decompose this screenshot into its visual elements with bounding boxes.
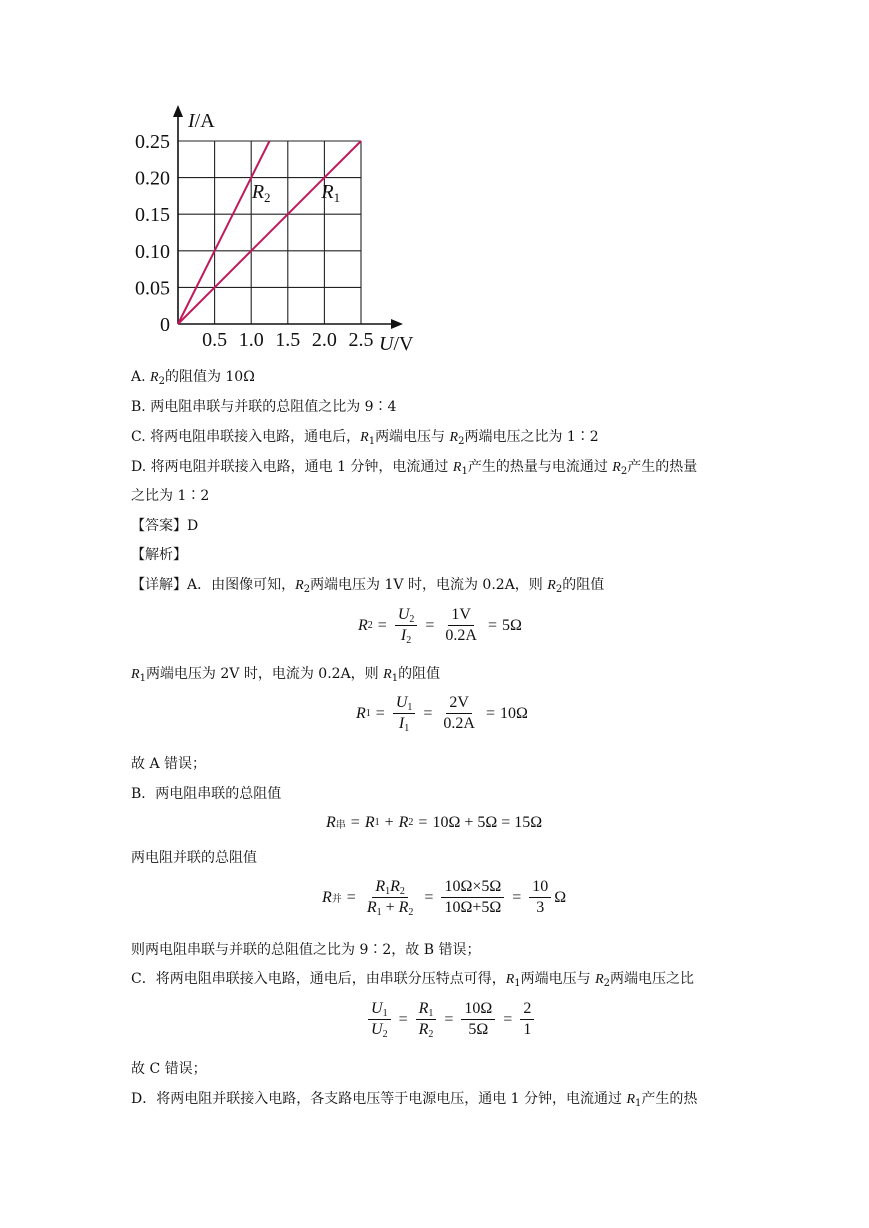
sub: 2 <box>303 584 311 595</box>
y-tick-label: 0.10 <box>135 240 170 263</box>
sub: 1 <box>514 978 521 989</box>
fraction <box>520 1000 534 1039</box>
sub: 2 <box>620 466 628 477</box>
series-line-r1 <box>178 141 361 324</box>
sub: 并 <box>331 894 342 905</box>
sub: 1 <box>368 436 376 447</box>
detail-a2-mid: 两端电压为 2V 时，电流为 0.2A，则 <box>145 666 384 682</box>
fraction <box>440 694 478 733</box>
option-d-rest: 产生的热量 <box>627 459 698 475</box>
sub: 2 <box>603 978 611 989</box>
var: R <box>398 899 409 916</box>
sub: 2 <box>406 635 412 646</box>
var: R <box>375 878 386 895</box>
option-c-rest: 两端电压之比为 1∶2 <box>464 429 599 445</box>
var: R <box>383 667 392 682</box>
equation-r1: R 1 = $\frac{U_1}{I_1}$ = $\frac{2V}{0.2A}$ = 10Ω <box>356 694 528 734</box>
var: R <box>356 704 366 722</box>
fraction <box>368 1000 391 1039</box>
var: U <box>371 1021 383 1038</box>
x-tick-label: 2.0 <box>311 329 337 351</box>
sub: 1 <box>391 673 399 684</box>
detail-a2-line <box>131 664 440 685</box>
var: R <box>418 1021 429 1038</box>
numerator: 10 <box>529 878 551 898</box>
var: R <box>150 370 159 385</box>
equals: = <box>512 888 522 906</box>
var: R <box>452 460 462 475</box>
equals: = <box>485 704 495 722</box>
detail-c-conclusion: 故 C 错误； <box>131 1061 207 1077</box>
detail-a-rest: 的阻值 <box>562 577 605 593</box>
x-tick-label: 1.0 <box>238 329 264 351</box>
equals: = <box>377 616 387 634</box>
origin-label: 0 <box>160 314 170 336</box>
var: R <box>626 1092 636 1107</box>
equals: = <box>487 616 497 634</box>
option-c <box>131 427 599 448</box>
detail-a2-rest: 的阻值 <box>398 666 441 682</box>
sub: 1 <box>635 1098 642 1109</box>
equals: = <box>350 814 360 831</box>
fraction <box>395 606 418 645</box>
sub: 2 <box>158 376 165 387</box>
equals: = <box>346 888 356 906</box>
sub: 1 <box>407 702 413 713</box>
option-c-mid: 两端电压与 <box>375 429 450 445</box>
y-tick-label: 0.15 <box>135 204 170 227</box>
sub: 2 <box>428 1029 434 1040</box>
var: R <box>449 430 459 445</box>
detail-a-conclusion: 故 A 错误； <box>131 756 207 772</box>
result: 10Ω <box>500 704 528 722</box>
fraction: $\frac{R_1R_2}{R_1 + R_2}$ <box>366 878 414 918</box>
fraction <box>416 1000 437 1039</box>
fraction <box>442 606 480 645</box>
equals: = <box>444 1010 454 1028</box>
var: R <box>612 460 621 475</box>
detail-a-mid: 两端电压为 1V 时，电流为 0.2A，则 <box>310 577 548 593</box>
series-label: $R_1$ <box>321 181 341 206</box>
detail-b2-line: 两电阻并联的总阻值 <box>131 850 257 866</box>
sub: 1 <box>385 886 391 897</box>
denominator: 3 <box>536 899 545 916</box>
i-u-chart <box>128 100 428 365</box>
var: R <box>595 972 604 987</box>
option-d-prefix: D. 将两电阻并联接入电路，通电 1 分钟，电流通过 <box>131 459 453 475</box>
answer: 【答案】D <box>131 518 199 534</box>
i-u-graph <box>128 100 428 365</box>
fraction <box>441 878 504 917</box>
equation-voltage-ratio <box>365 1000 537 1039</box>
equation-series: R 串 = R 1 + R 2 = 10Ω + 5Ω = 15Ω <box>326 814 543 831</box>
var: R <box>505 972 515 987</box>
analysis-heading: 【解析】 <box>131 547 187 563</box>
denominator: 10Ω+5Ω <box>444 899 502 916</box>
detail-c-prefix: C．将两电阻串联接入电路，通电后，由串联分压特点可得， <box>131 971 506 987</box>
var: R <box>358 616 368 634</box>
option-d-mid: 产生的热量与电流通过 <box>467 459 613 475</box>
option-d-continued: 之比为 1∶2 <box>131 488 210 504</box>
numerator: 10Ω <box>461 1000 495 1020</box>
option-a <box>131 367 255 388</box>
detail-d-line <box>131 1089 697 1110</box>
equals: = <box>418 814 428 831</box>
y-tick-label: 0.20 <box>135 167 170 190</box>
sub: 1 <box>461 466 468 477</box>
sub: 2 <box>408 907 414 918</box>
y-axis-arrow <box>173 105 183 117</box>
var: U <box>397 606 410 623</box>
var: R <box>398 814 409 831</box>
equals: = <box>424 888 434 906</box>
detail-a-prefix: 【详解】A．由图像可知， <box>131 577 296 593</box>
numerator: 10Ω×5Ω <box>441 878 504 898</box>
detail-b-line: B．两电阻串联的总阻值 <box>131 786 282 802</box>
var: R <box>326 814 336 831</box>
x-axis-arrow <box>391 319 403 329</box>
var: R <box>366 899 377 916</box>
y-tick-label: 0.05 <box>135 277 170 300</box>
var: U <box>371 1000 383 1017</box>
equals: = <box>425 616 435 634</box>
sub: 2 <box>399 886 405 897</box>
x-tick-label: 2.5 <box>348 329 374 351</box>
option-b: B. 两电阻串联与并联的总阻值之比为 9∶4 <box>131 399 397 415</box>
equation-r2: R 2 = $\frac{U_2}{I_2}$ = $\frac{1V}{0.2A}$ = 5Ω <box>358 606 522 646</box>
denominator: 1 <box>523 1021 532 1038</box>
fraction <box>461 1000 495 1039</box>
numerator: 2V <box>446 694 472 714</box>
x-tick-label: 1.5 <box>275 329 301 351</box>
equals: = <box>375 704 385 722</box>
y-tick-label: 0.25 <box>135 131 170 153</box>
var: R <box>547 578 556 593</box>
option-d <box>131 457 697 478</box>
series-label: $R_2$ <box>251 181 271 206</box>
unit: Ω <box>554 888 567 906</box>
x-tick-label: 0.5 <box>202 329 228 351</box>
detail-c-line <box>131 969 694 990</box>
x-axis-label: U/V <box>379 333 414 355</box>
fraction <box>529 878 551 917</box>
sub: 2 <box>458 436 465 447</box>
detail-d-prefix: D．将两电阻并联接入电路，各支路电压等于电源电压，通电 1 分钟，电流通过 <box>131 1091 627 1107</box>
var: I <box>398 715 405 732</box>
sub: 1 <box>382 1008 388 1019</box>
sub: 1 <box>404 723 410 734</box>
y-axis-label: I/A <box>188 110 215 132</box>
equals: = <box>398 1010 408 1028</box>
equation-parallel <box>322 878 566 917</box>
detail-c-rest: 两端电压之比 <box>610 971 695 987</box>
var: U <box>395 694 408 711</box>
var: R <box>360 430 369 445</box>
detail-a-line <box>131 575 604 596</box>
series-line-r2 <box>178 141 270 324</box>
sub: 1 <box>376 907 382 918</box>
option-a-prefix: A. <box>131 369 151 385</box>
numerator: 2 <box>520 1000 534 1020</box>
option-a-text: 的阻值为 10Ω <box>164 369 255 385</box>
detail-b-conclusion: 则两电阻串联与并联的总阻值之比为 9∶2，故 B 错误； <box>131 942 481 958</box>
var: R <box>390 878 400 895</box>
var: R <box>131 667 140 682</box>
sub: 1 <box>428 1008 434 1019</box>
result: 10Ω + 5Ω = 15Ω <box>432 814 543 831</box>
sub: 串 <box>335 819 346 831</box>
result: 5Ω <box>502 616 522 634</box>
var: R <box>295 578 304 593</box>
equals: = <box>503 1010 513 1028</box>
option-c-prefix: C. 将两电阻串联接入电路，通电后， <box>131 429 361 445</box>
var: R <box>364 814 375 831</box>
var: R <box>322 888 332 906</box>
sub: 2 <box>382 1029 388 1040</box>
denominator: 5Ω <box>468 1021 489 1038</box>
numerator: 1V <box>448 606 474 626</box>
detail-d-rest: 产生的热 <box>641 1091 698 1107</box>
plus: + <box>384 814 394 831</box>
var: R <box>418 1000 429 1017</box>
fraction <box>393 694 416 733</box>
detail-c-mid: 两端电压与 <box>520 971 596 987</box>
denominator: 0.2A <box>445 627 477 644</box>
equals: = <box>423 704 433 722</box>
sub: 2 <box>555 584 563 595</box>
sub: 2 <box>409 614 415 625</box>
denominator: 0.2A <box>443 715 475 732</box>
sub: 1 <box>139 673 146 684</box>
var: I <box>400 627 407 644</box>
